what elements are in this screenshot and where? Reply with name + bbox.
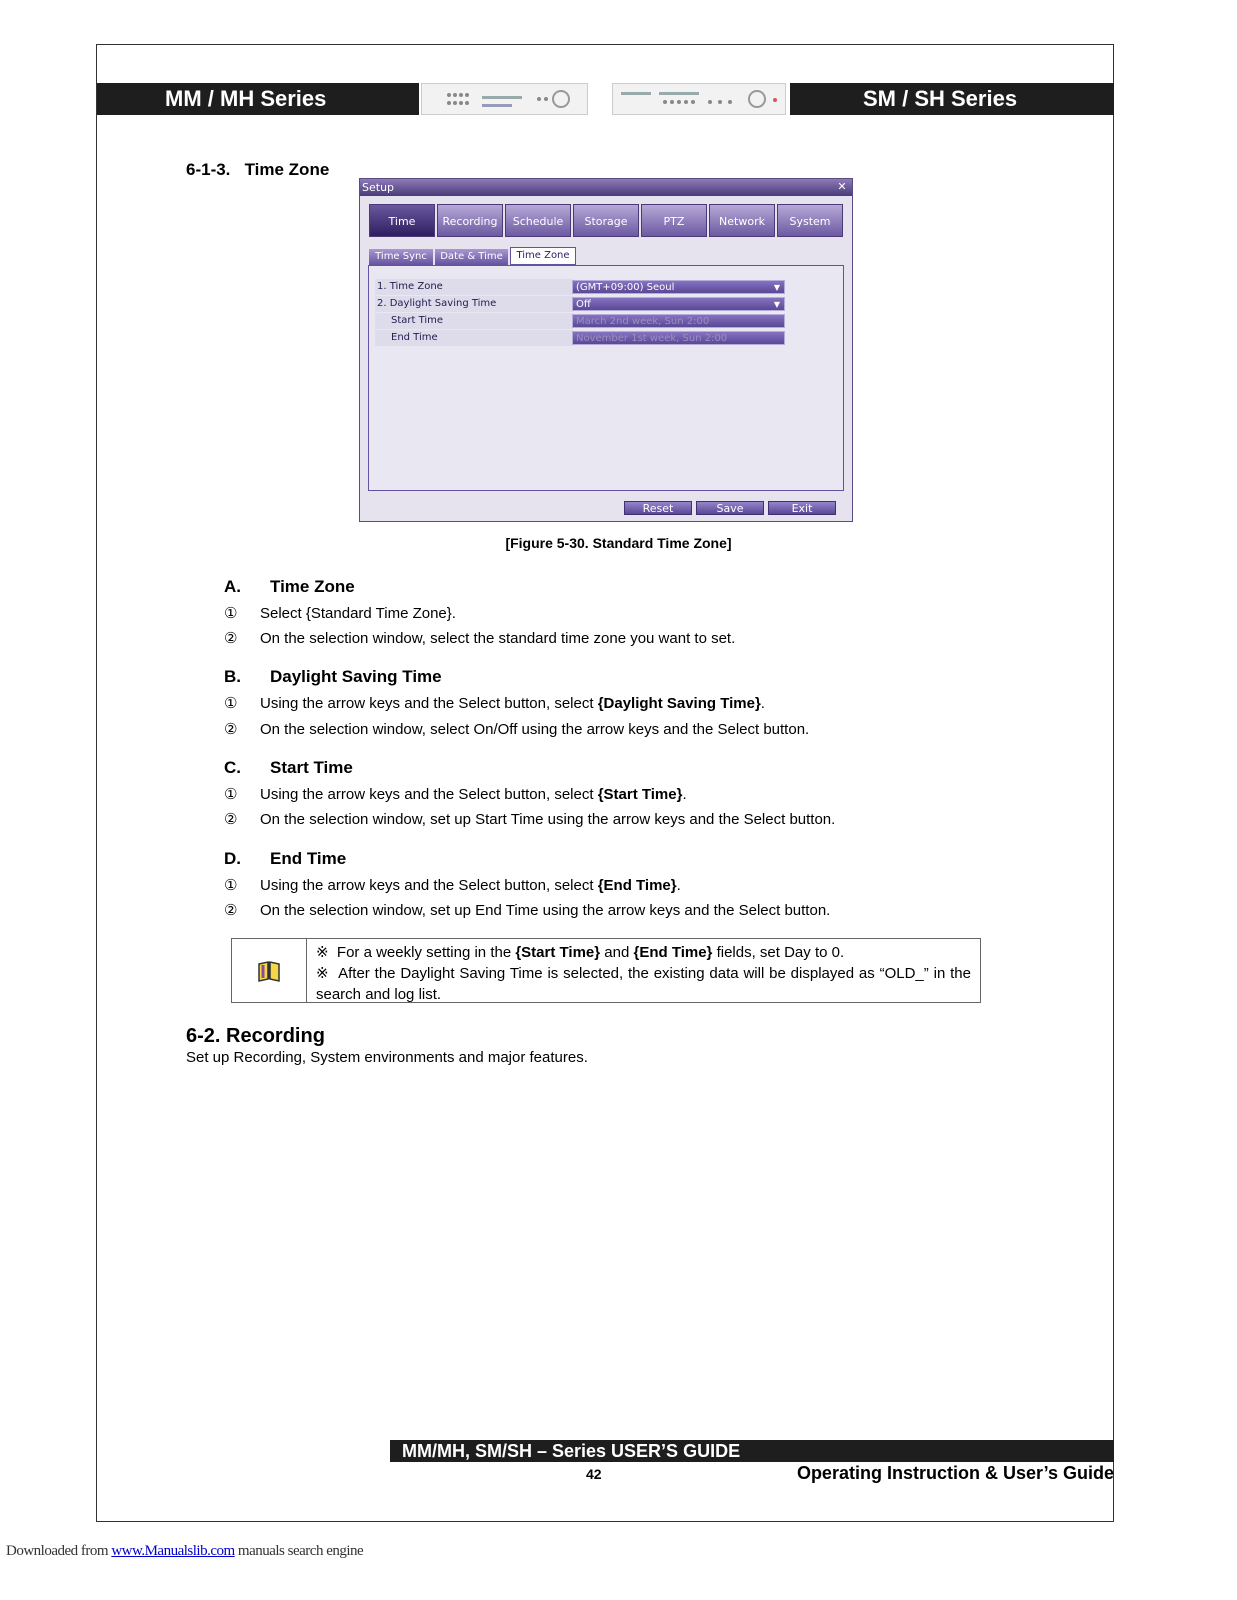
item-b-step-1 — [224, 694, 765, 712]
step-number: ① — [224, 695, 238, 712]
footer-guide-title: MM/MH, SM/SH – Series USER’S GUIDE — [402, 1441, 741, 1461]
step-text: . — [682, 786, 687, 803]
daylight-saving-value: Off — [576, 299, 591, 310]
close-icon[interactable]: ✕ — [837, 180, 847, 193]
setup-window-titlebar — [360, 179, 852, 196]
time-zone-value: (GMT+09:00) Seoul — [576, 282, 675, 293]
step-text: On the selection window, set up End Time using the arrow keys and the Select button. — [260, 902, 831, 919]
step-keyword: {Start Time} — [597, 786, 683, 803]
row-label-end-time: End Time — [375, 330, 573, 346]
note-text — [316, 942, 971, 1005]
figure-caption: [Figure 5-30. Standard Time Zone] — [505, 535, 732, 551]
note-mark: ※ — [316, 965, 330, 982]
item-c-title: Start Time — [270, 758, 353, 777]
note-text-segment: fields, set Day to 0. — [712, 944, 845, 961]
time-zone-panel — [368, 265, 844, 491]
step-keyword: {Daylight Saving Time} — [597, 695, 761, 712]
chevron-down-icon: ▼ — [773, 300, 780, 309]
item-a-letter: A. — [224, 577, 241, 596]
header-left-title: MM / MH Series — [165, 86, 327, 111]
note-box — [231, 938, 981, 1003]
step-text: . — [676, 877, 681, 894]
step-number: ② — [224, 721, 238, 738]
step-number: ① — [224, 786, 238, 803]
step-text: On the selection window, set up Start Time using the arrow keys and the Select button. — [260, 811, 836, 828]
book-icon — [257, 960, 281, 982]
tab-system[interactable]: System — [777, 204, 843, 237]
note-line-1 — [316, 942, 971, 963]
item-b-letter: B. — [224, 667, 241, 686]
start-time-field: March 2nd week, Sun 2:00 — [572, 314, 785, 328]
tab-time[interactable]: Time — [369, 204, 435, 237]
step-number: ② — [224, 811, 238, 828]
note-keyword: {End Time} — [633, 944, 713, 961]
download-note — [6, 1543, 363, 1560]
tab-schedule[interactable]: Schedule — [505, 204, 571, 237]
header-left-bar — [97, 83, 419, 115]
daylight-saving-dropdown[interactable] — [572, 297, 785, 311]
section-recording-body: Set up Recording, System environments and major features. — [186, 1049, 588, 1066]
step-text: Using the arrow keys and the Select button, select — [260, 695, 598, 712]
row-label-daylight-saving: 2. Daylight Saving Time — [375, 296, 573, 312]
device-image-right — [612, 83, 786, 115]
note-keyword: {Start Time} — [515, 944, 601, 961]
note-mark: ※ — [316, 944, 329, 961]
subtab-time-sync[interactable]: Time Sync — [369, 249, 433, 265]
save-button[interactable]: Save — [696, 501, 764, 515]
setup-window-title: Setup — [362, 181, 395, 194]
row-label-time-zone: 1. Time Zone — [375, 279, 573, 295]
note-text-segment: and — [600, 944, 634, 961]
step-text: Using the arrow keys and the Select button, select — [260, 877, 598, 894]
time-zone-dropdown[interactable] — [572, 280, 785, 294]
item-b-title: Daylight Saving Time — [270, 667, 442, 686]
note-text-segment: After the Daylight Saving Time is selected, the existing data will be displayed as “OLD_” in the search and log list. — [316, 965, 971, 1003]
step-text: On the selection window, select the standard time zone you want to set. — [260, 630, 736, 647]
item-d-step-2 — [224, 901, 830, 919]
step-number: ② — [224, 630, 238, 647]
device-image-left — [421, 83, 588, 115]
item-b-step-2 — [224, 720, 809, 738]
section-title-recording: 6-2. Recording — [186, 1025, 325, 1047]
header-right-bar — [790, 83, 1114, 115]
item-c-step-1 — [224, 785, 687, 803]
item-c-step-2 — [224, 810, 835, 828]
chevron-down-icon: ▼ — [773, 283, 780, 292]
item-c-heading — [224, 758, 353, 778]
item-a-title: Time Zone — [270, 577, 355, 596]
step-text: Using the arrow keys and the Select button, select — [260, 786, 598, 803]
reset-button[interactable]: Reset — [624, 501, 692, 515]
download-suffix: manuals search engine — [234, 1543, 364, 1559]
header-right-title: SM / SH Series — [863, 86, 1018, 111]
end-time-field: November 1st week, Sun 2:00 — [572, 331, 785, 345]
step-text: On the selection window, select On/Off using the arrow keys and the Select button. — [260, 721, 810, 738]
note-line-2 — [316, 963, 971, 1005]
download-prefix: Downloaded from — [6, 1543, 112, 1559]
footer-bar — [390, 1440, 1114, 1462]
item-d-title: End Time — [270, 849, 347, 868]
exit-button[interactable]: Exit — [768, 501, 836, 515]
step-number: ① — [224, 877, 238, 894]
item-a-step-1 — [224, 604, 456, 622]
step-text: . — [760, 695, 765, 712]
step-keyword: {End Time} — [597, 877, 677, 894]
row-label-start-time: Start Time — [375, 313, 573, 329]
page-number: 42 — [586, 1466, 602, 1482]
item-c-letter: C. — [224, 758, 241, 777]
tab-recording[interactable]: Recording — [437, 204, 503, 237]
subtab-time-zone[interactable]: Time Zone — [510, 247, 576, 265]
section-title-time-zone: 6-1-3. Time Zone — [186, 160, 330, 179]
tab-ptz[interactable]: PTZ — [641, 204, 707, 237]
note-text-segment: For a weekly setting in the — [336, 944, 516, 961]
step-number: ② — [224, 902, 238, 919]
step-text: Select {Standard Time Zone}. — [260, 605, 456, 622]
item-b-heading — [224, 667, 442, 687]
tab-network[interactable]: Network — [709, 204, 775, 237]
item-d-heading — [224, 849, 346, 869]
manualslib-link[interactable]: www.Manualslib.com — [111, 1543, 235, 1559]
tab-storage[interactable]: Storage — [573, 204, 639, 237]
setup-window — [359, 178, 853, 522]
item-a-step-2 — [224, 629, 735, 647]
item-d-step-1 — [224, 876, 681, 894]
note-icon-cell — [232, 939, 307, 1002]
step-number: ① — [224, 605, 238, 622]
subtab-date-time[interactable]: Date & Time — [435, 249, 508, 265]
footer-subtitle: Operating Instruction & User’s Guide — [796, 1463, 1114, 1483]
item-d-letter: D. — [224, 849, 241, 868]
item-a-heading — [224, 577, 355, 597]
